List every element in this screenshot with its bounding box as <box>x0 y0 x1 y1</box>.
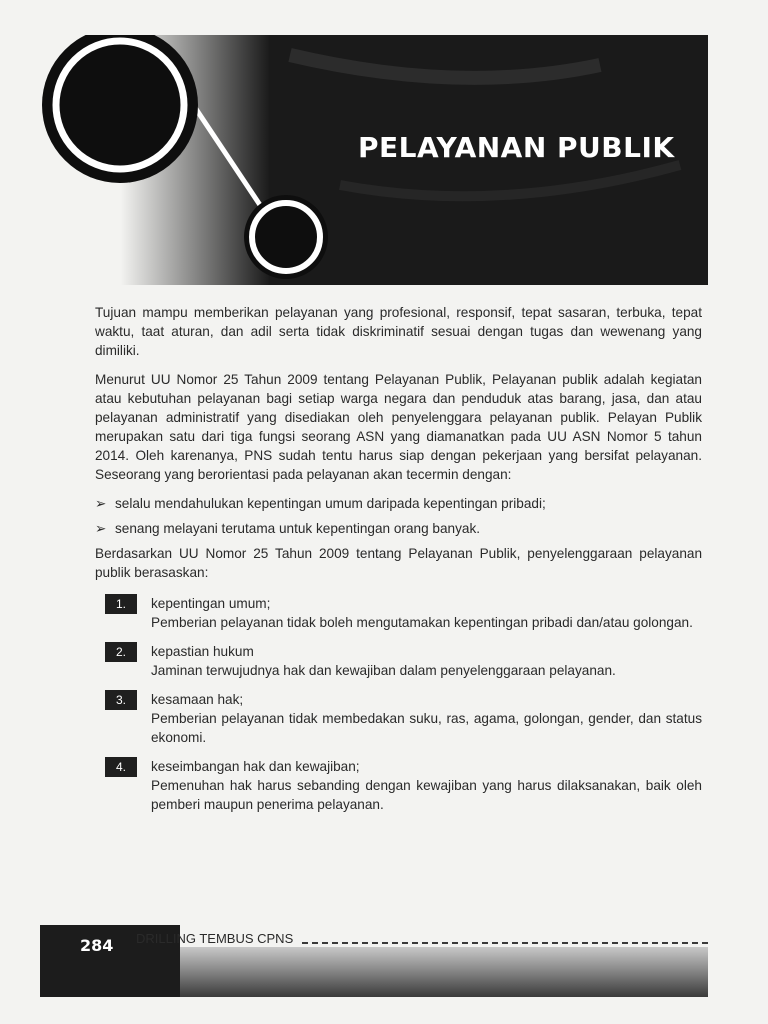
asas-description: Pemberian pelayanan tidak membedakan suku, ras, agama, golongan, gender, dan status ekonomi. <box>151 711 702 745</box>
asas-description: Pemberian pelayanan tidak boleh mengutamakan kepentingan pribadi dan/atau golongan. <box>151 615 693 630</box>
paragraph-definition: Menurut UU Nomor 25 Tahun 2009 tentang Pelayanan Publik, Pelayanan publik adalah kegiatan atau kebutuhan pelayanan bagi setiap warga negara dan penduduk atas barang, jasa, dan atau pelayanan administratif yang disediakan oleh penyelenggara pelayanan publik. Pelayan Publik merupakan satu dari tiga fungsi seorang ASN yang diamanatkan pada UU ASN Nomor 5 tahun 2014. Oleh karenanya, PNS sudah tentu harus siap dengan pekerjaan yang bersifat pelayanan. Seseorang yang berorientasi pada pelayanan akan tecermin dengan: <box>95 372 702 482</box>
asas-item <box>95 757 702 814</box>
page-title: PELAYANAN PUBLIK <box>358 131 675 164</box>
dashed-divider <box>302 942 708 944</box>
asas-description: Jaminan terwujudnya hak dan kewajiban dalam penyelenggaraan pelayanan. <box>151 663 616 678</box>
arrow-bullet-icon: ➢ <box>95 521 107 536</box>
page-number: 284 <box>80 936 114 955</box>
asas-title: keseimbangan hak dan kewajiban; <box>151 759 360 774</box>
number-badge: 3. <box>105 690 137 710</box>
arrow-bullet-icon: ➢ <box>95 496 107 511</box>
bullet-item <box>95 519 702 538</box>
asas-intro: Berdasarkan UU Nomor 25 Tahun 2009 tentang Pelayanan Publik, penyelenggaraan pelayanan publik berasaskan: <box>95 546 702 580</box>
asas-item <box>95 690 702 747</box>
number-badge: 2. <box>105 642 137 662</box>
paragraph-purpose: Tujuan mampu memberikan pelayanan yang profesional, responsif, tepat sasaran, terbuka, tepat waktu, taat aturan, dan adil serta tidak diskriminatif sesuai dengan tugas dan wewenang yang dimiliki. <box>95 305 702 358</box>
asas-title: kesamaan hak; <box>151 692 244 707</box>
bullet-item <box>95 494 702 513</box>
asas-title: kepastian hukum <box>151 644 254 659</box>
number-badge: 4. <box>105 757 137 777</box>
book-title: DRILLING TEMBUS CPNS <box>136 931 294 946</box>
asas-item <box>95 594 702 632</box>
number-badge: 1. <box>105 594 137 614</box>
asas-list <box>95 594 702 814</box>
asas-description: Pemenuhan hak harus sebanding dengan kewajiban yang harus dilaksanakan, baik oleh pemberi maupun penerima pelayanan. <box>151 778 702 812</box>
footer-gradient-band <box>180 947 708 997</box>
asas-title: kepentingan umum; <box>151 596 271 611</box>
header-banner <box>40 35 708 285</box>
page-footer <box>40 925 708 997</box>
asas-item <box>95 642 702 680</box>
main-content <box>95 303 702 824</box>
bullet-text: selalu mendahulukan kepentingan umum daripada kepentingan pribadi; <box>115 496 546 511</box>
bullet-text: senang melayani terutama untuk kepentingan orang banyak. <box>115 521 481 536</box>
